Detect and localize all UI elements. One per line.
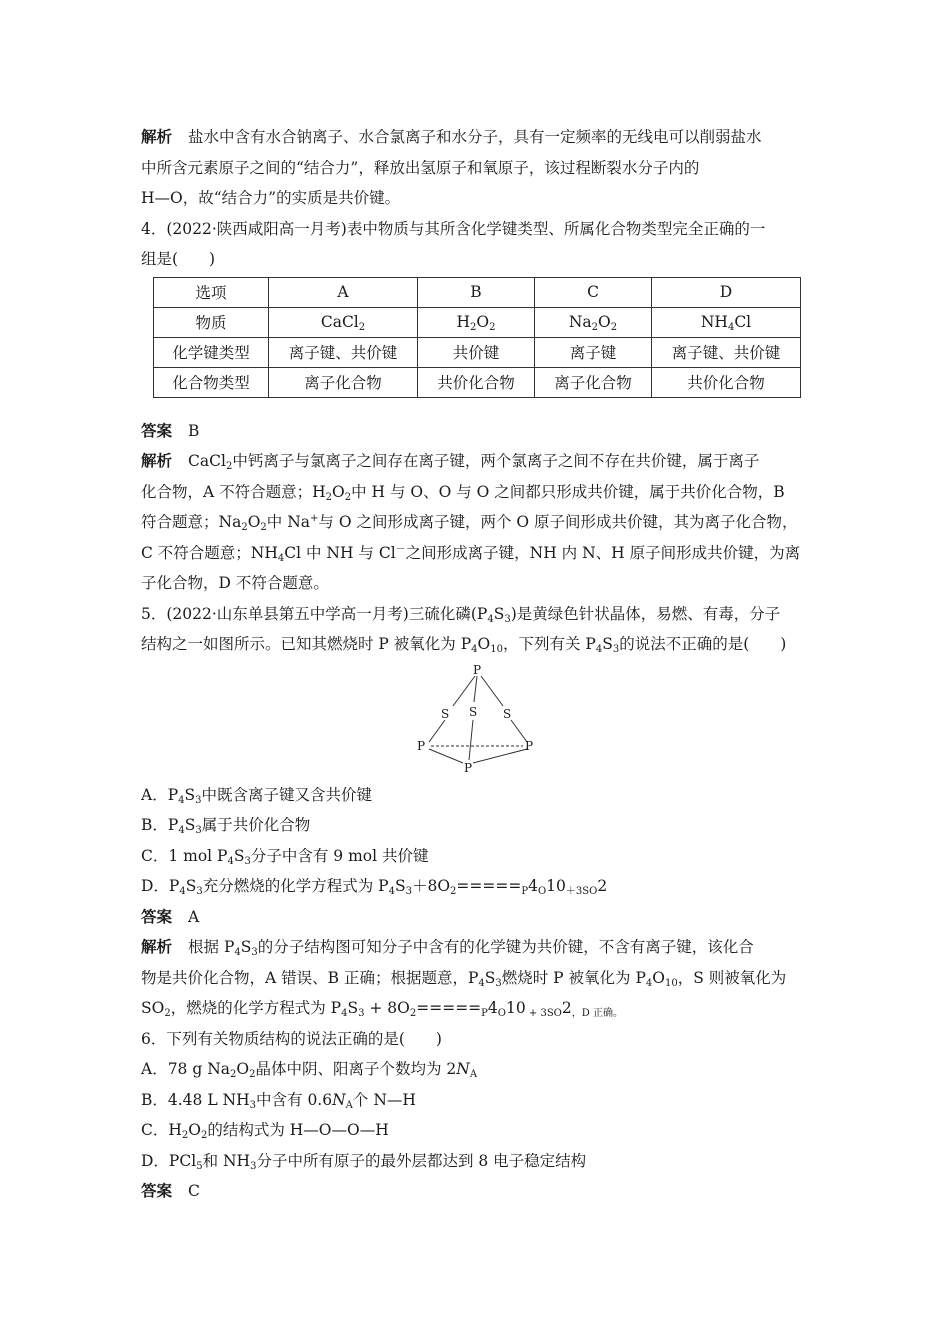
- atom-p-top: P: [473, 662, 482, 677]
- table-cell: 离子键: [535, 337, 652, 367]
- q4-stem-line-2: 组是( ): [141, 250, 216, 268]
- q4-table: [153, 277, 801, 398]
- table-cell: 离子键、共价键: [652, 337, 801, 367]
- q5-stem-line-2: 结构之一如图所示。已知其燃烧时 P 被氧化为 $P_4O_{10}$，下列有关 $P_4S_3$的说法不正确的是( ): [141, 635, 787, 655]
- atom-p-right: P: [525, 738, 534, 753]
- table-cell: 共价化合物: [418, 367, 535, 397]
- q5-analysis-line-2: 物是共价化合物，A 错误、B 正确；根据题意，$P_4S_3$燃烧时 P 被氧化为 $P_4O_{10}$，S 则被氧化为: [141, 968, 787, 989]
- atom-s-left: S: [441, 706, 450, 721]
- q5-stem-line-1: 5．(2022·山东单县第五中学高一月考)三硫化磷$(P_4S_3)$是黄绿色针状晶体，易燃、有毒，分子: [141, 604, 781, 625]
- q4-analysis-line-4: C 不符合题意；$NH_4Cl$ 中 NH 与 Cl－之间形成离子键，NH 内 N、H 原子间形成共价键，为离: [141, 543, 801, 564]
- document-page: [141, 122, 813, 1207]
- q6-option-b: B．4.48 L $NH_3$中含有 $0.6N_A$个 N—H: [141, 1090, 416, 1111]
- table-cell: CaCl$_2$: [269, 307, 418, 337]
- table-header-row: [154, 277, 801, 307]
- q6-option-a: A．78 g $Na_2O_2$晶体中阴、阳离子个数均为 $2N_A$: [141, 1060, 478, 1080]
- q3-analysis-line-2: 中所含元素原子之间的“结合力”，释放出氢原子和氧原子，该过程断裂水分子内的: [141, 158, 700, 177]
- table-row-compound-type: [154, 367, 801, 397]
- table-cell: D: [652, 277, 801, 307]
- table-cell: C: [535, 277, 652, 307]
- table-cell: B: [418, 277, 535, 307]
- q5-answer: 答案 A: [141, 906, 200, 926]
- q5-option-b: B．$P_4S_3$属于共价化合物: [141, 816, 311, 836]
- q6-answer: 答案 C: [141, 1181, 200, 1200]
- atom-s-middle: S: [469, 704, 478, 719]
- table-cell: 共价键: [418, 337, 535, 367]
- table-row-substance: [154, 307, 801, 337]
- table-cell: 离子化合物: [535, 367, 652, 397]
- table-cell: 离子键、共价键: [269, 337, 418, 367]
- atom-p-bottom: P: [464, 760, 473, 774]
- atom-p-left: P: [417, 738, 426, 753]
- table-row-bond-type: [154, 337, 801, 367]
- q6-option-d: D．PCl$_5$和 $NH_3$分子中所有原子的最外层都达到 8 电子稳定结构: [141, 1151, 587, 1172]
- q4-analysis-line-1: 解析 CaCl$_2$中钙离子与氯离子之间存在离子键，两个氯离子之间不存在共价键，属于离子: [141, 451, 760, 472]
- atom-s-right: S: [503, 706, 512, 721]
- analysis-label: 解析: [141, 127, 173, 146]
- table-cell: 化合物类型: [154, 367, 269, 397]
- q4-analysis-line-3: 符合题意；$Na_2O_2$中 Na+与 O 之间形成离子键，两个 O 原子间形成共价键，其为离子化合物，: [141, 513, 798, 533]
- table-cell: 选项: [154, 277, 269, 307]
- p4s3-structure-diagram: [141, 662, 813, 774]
- q5-analysis-line-1: 解析 根据 $P_4S_3$的分子结构图可知分子中含有的化学键为共价键，不含有离子键，该化合: [141, 937, 754, 958]
- table-cell: $NH_4Cl$: [652, 307, 801, 337]
- q3-analysis-line-1: 解析 盐水中含有水合钠离子、水合氯离子和水分子，具有一定频率的无线电可以削弱盐水: [141, 127, 762, 146]
- q3-analysis-line-3: H—O，故“结合力”的实质是共价键。: [141, 189, 401, 207]
- q4-answer: 答案 B: [141, 420, 200, 440]
- table-cell: 化学键类型: [154, 337, 269, 367]
- q6-option-c: C．$H_2O_2$的结构式为 H—O—O—H: [141, 1121, 389, 1141]
- q5-option-a: A．$P_4S_3$中既含离子键又含共价键: [141, 785, 373, 806]
- table-cell: $Na_2O_2$: [535, 307, 652, 337]
- table-cell: 离子化合物: [269, 367, 418, 397]
- table-cell: 共价化合物: [652, 367, 801, 397]
- table-cell: A: [269, 277, 418, 307]
- table-cell: 物质: [154, 307, 269, 337]
- table-cell: $H_2O_2$: [418, 307, 535, 337]
- q5-analysis-line-3: $SO_2$，燃烧的化学方程式为 $P_4S_3 + 8O_2=====_P4_O10$ $_{+ 3SO}2_{,D 正确。}$: [141, 999, 623, 1019]
- q6-stem: 6．下列有关物质结构的说法正确的是( ): [141, 1029, 442, 1048]
- q5-option-c: C．1 mol $P_4S_3$分子中含有 9 mol 共价键: [141, 846, 429, 867]
- q4-analysis-line-2: 化合物，A 不符合题意；$H_2O_2$中 H 与 O、O 与 O 之间都只形成共价键，属于共价化合物，B: [141, 482, 785, 503]
- q5-option-d: D．$P_4S_3$充分燃烧的化学方程式为 $P_4S_3+8O_2=====_P4_O10_{+3SO}2$: [141, 877, 608, 897]
- q4-analysis-line-5: 子化合物，D 不符合题意。: [141, 574, 329, 592]
- q4-stem-line-1: 4．(2022·陕西咸阳高一月考)表中物质与其所含化学键类型、所属化合物类型完全正确的一: [141, 219, 766, 238]
